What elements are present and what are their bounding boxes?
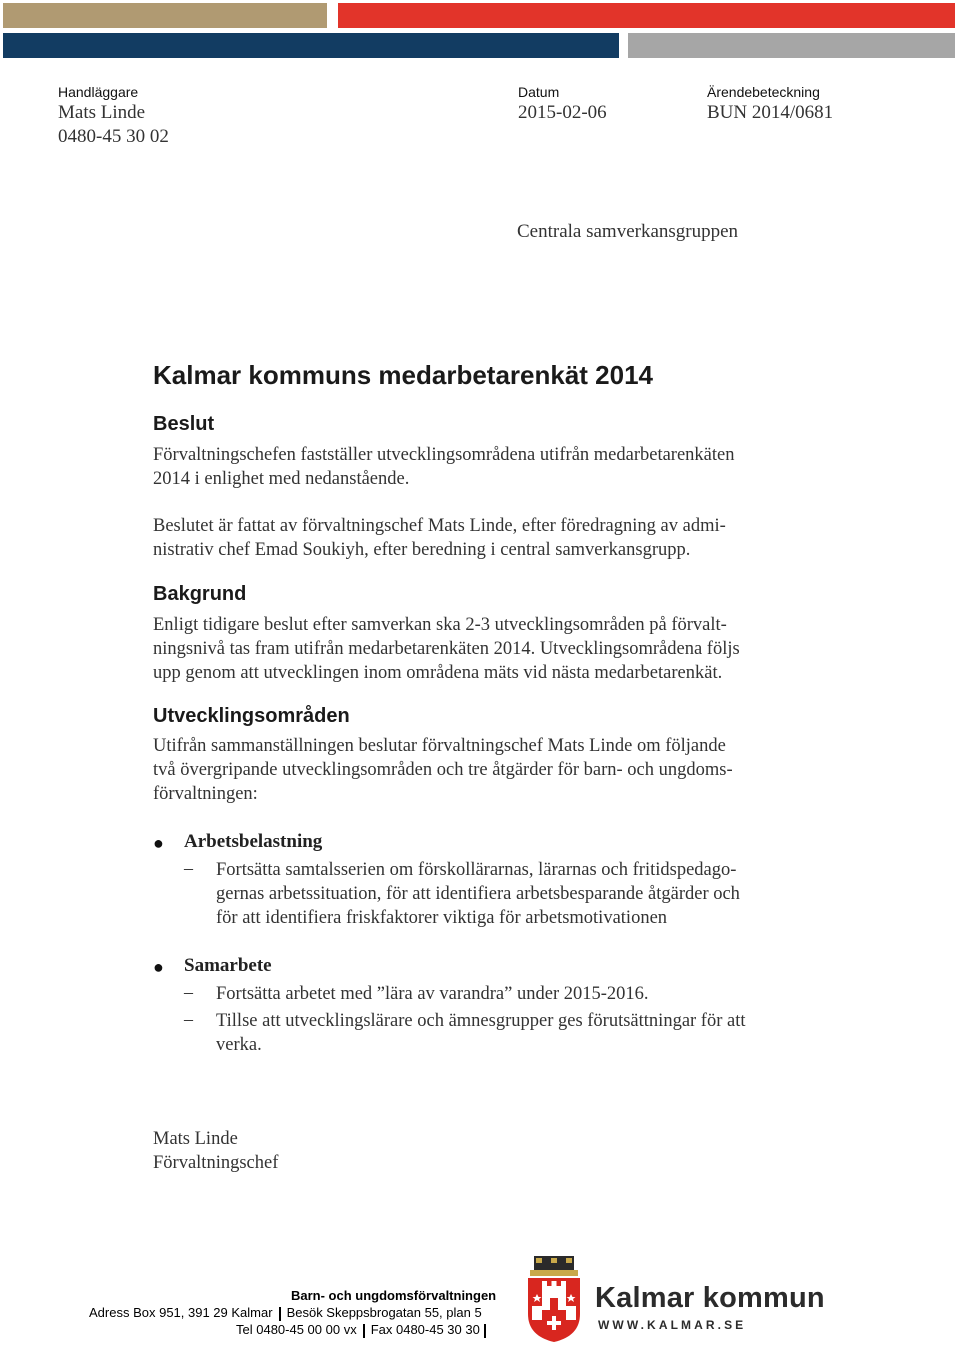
logo-text: Kalmar kommun bbox=[595, 1282, 825, 1314]
separator bbox=[363, 1324, 365, 1338]
bullet-icon: ● bbox=[153, 833, 164, 853]
top-bar-gold bbox=[3, 3, 327, 28]
signature-role: Förvaltningschef bbox=[153, 1153, 279, 1173]
text-line: Fortsätta arbetet med ”lära av varandra” under 2015-2016. bbox=[216, 984, 649, 1004]
datum-value: 2015-02-06 bbox=[518, 102, 607, 123]
beslut-heading: Beslut bbox=[153, 413, 215, 435]
handlaggare-phone: 0480-45 30 02 bbox=[58, 126, 169, 147]
text-line: två övergripande utvecklingsområden och tre åtgärder för barn- och ungdoms- bbox=[153, 760, 733, 780]
text-line: för att identifiera friskfaktorer viktiga för arbetsmotivationen bbox=[216, 908, 668, 928]
crest-icon bbox=[526, 1256, 582, 1342]
footer-visit: Besök Skeppsbrogatan 55, plan 5 bbox=[286, 1305, 482, 1320]
sub-item bbox=[216, 858, 740, 930]
bakgrund-paragraph bbox=[153, 613, 813, 685]
footer-tel: Tel 0480-45 00 00 vx bbox=[236, 1322, 357, 1337]
dash-icon: – bbox=[184, 982, 193, 1002]
footer-contact-line bbox=[236, 1322, 492, 1338]
top-bar-red bbox=[338, 3, 955, 28]
text-line: nistrativ chef Emad Soukiyh, efter beredning i central samverkansgrupp. bbox=[153, 540, 691, 560]
footer-address-line bbox=[89, 1305, 482, 1321]
bakgrund-heading: Bakgrund bbox=[153, 583, 247, 605]
utveckling-heading: Utvecklingsområden bbox=[153, 705, 350, 727]
dash-icon: – bbox=[184, 1009, 193, 1029]
text-line: förvaltningen: bbox=[153, 784, 258, 804]
footer-address: Adress Box 951, 391 29 Kalmar bbox=[89, 1305, 273, 1320]
footer-org: Barn- och ungdomsförvaltningen bbox=[291, 1288, 497, 1303]
arende-value: BUN 2014/0681 bbox=[707, 102, 834, 123]
dash-icon: – bbox=[184, 858, 193, 878]
footer-fax: Fax 0480-45 30 30 bbox=[370, 1322, 480, 1337]
recipient: Centrala samverkansgruppen bbox=[517, 221, 739, 242]
handlaggare-name: Mats Linde bbox=[58, 102, 146, 123]
bullet-icon: ● bbox=[153, 957, 164, 977]
item-title-arbetsbelastning: Arbetsbelastning bbox=[184, 831, 323, 852]
text-line: Fortsätta samtalsserien om förskollärarnas, lärarnas och fritidspedago- bbox=[216, 860, 737, 880]
beslut-paragraph-2 bbox=[153, 514, 813, 562]
handlaggare-label: Handläggare bbox=[58, 84, 139, 100]
arende-label: Ärendebeteckning bbox=[707, 84, 820, 100]
text-line: verka. bbox=[216, 1035, 262, 1055]
text-line: ningsnivå tas fram utifrån medarbetarenkäten 2014. Utvecklingsområdena följs bbox=[153, 639, 740, 659]
text-line: Beslutet är fattat av förvaltningschef Mats Linde, efter föredragning av admi- bbox=[153, 516, 726, 536]
sub-item bbox=[216, 1009, 746, 1057]
sub-item bbox=[216, 982, 649, 1006]
text-line: 2014 i enlighet med nedanstående. bbox=[153, 469, 410, 489]
top-bar-gray bbox=[628, 33, 955, 58]
item-title-samarbete: Samarbete bbox=[184, 955, 272, 976]
datum-label: Datum bbox=[518, 84, 560, 100]
signature-name: Mats Linde bbox=[153, 1129, 238, 1149]
separator bbox=[279, 1307, 281, 1321]
logo-url: WWW.KALMAR.SE bbox=[598, 1318, 747, 1332]
text-line: Tillse att utvecklingslärare och ämnesgrupper ges förutsättningar för att bbox=[216, 1011, 746, 1031]
text-line: Enligt tidigare beslut efter samverkan ska 2-3 utvecklingsområden på förvalt- bbox=[153, 615, 727, 635]
text-line: upp genom att utvecklingen inom områdena mäts vid nästa medarbetarenkät. bbox=[153, 663, 723, 683]
utveckling-paragraph bbox=[153, 734, 813, 806]
text-line: Utifrån sammanställningen beslutar förvaltningschef Mats Linde om följande bbox=[153, 736, 726, 756]
text-line: gernas arbetssituation, för att identifiera arbetsbesparande åtgärder och bbox=[216, 884, 740, 904]
document-title: Kalmar kommuns medarbetarenkät 2014 bbox=[153, 360, 654, 390]
text-line: Förvaltningschefen fastställer utvecklingsområdena utifrån medarbetarenkäten bbox=[153, 445, 735, 465]
signature bbox=[153, 1127, 813, 1175]
top-bar-navy bbox=[3, 33, 619, 58]
beslut-paragraph-1 bbox=[153, 443, 813, 491]
separator bbox=[484, 1324, 486, 1338]
